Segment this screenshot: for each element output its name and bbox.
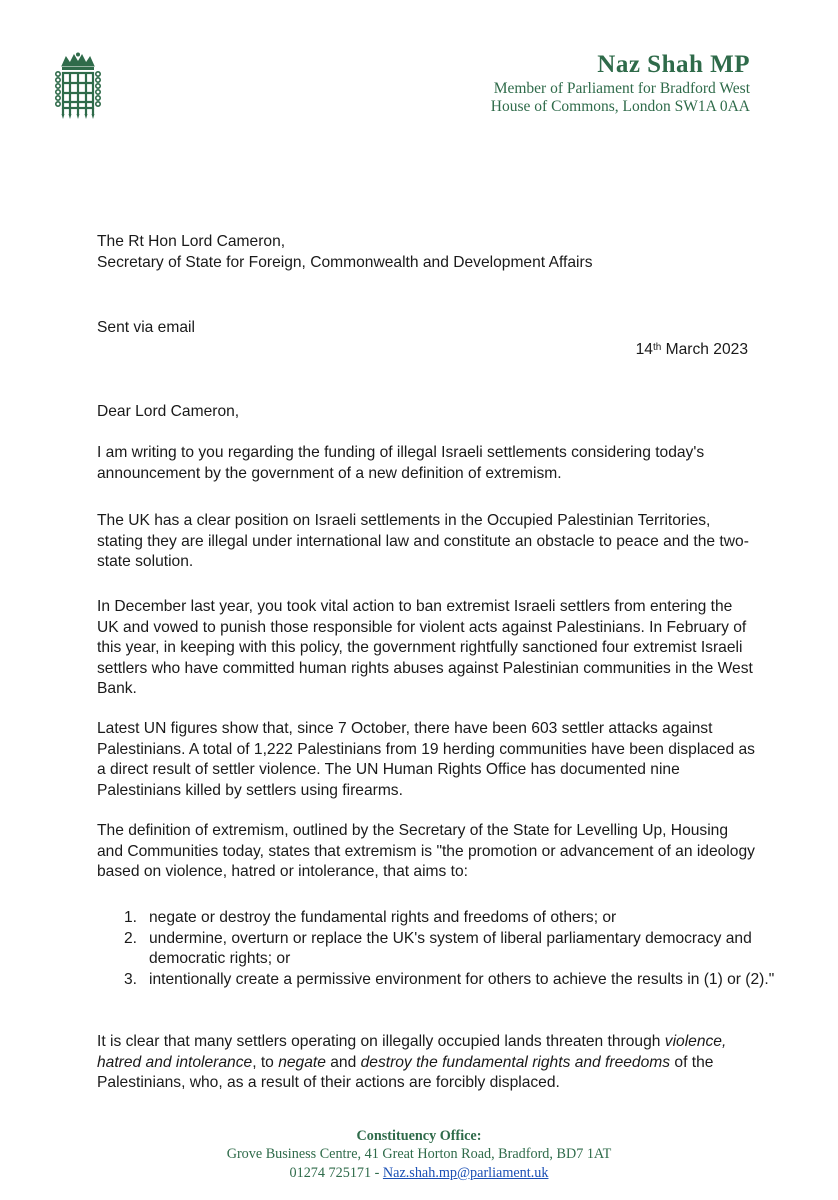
footer-email-link[interactable]: Naz.shah.mp@parliament.uk bbox=[382, 1164, 549, 1181]
footer-contact bbox=[0, 1164, 838, 1182]
footer-address: Grove Business Centre, 41 Great Horton Road, Bradford, BD7 1AT bbox=[226, 1146, 612, 1163]
closing-italic: destroy the fundamental rights and freedoms bbox=[360, 1053, 671, 1071]
list-text: undermine, overturn or replace the UK's system of liberal parliamentary democracy and democratic rights; or bbox=[149, 929, 752, 967]
paragraph-4: Latest UN figures show that, since 7 October, there have been 603 settler attacks against Palestinians. A total of 1,222 Palestinians from 19 herding communities have been displaced as a direct result of settler violence. The UN Human Rights Office has documented nine Palestinians killed by settlers using firearms. bbox=[97, 720, 755, 799]
closing-text: of the Palestinians, who, as a result of their actions are forcibly displaced. bbox=[97, 1053, 714, 1091]
closing-italic: negate bbox=[278, 1053, 326, 1071]
closing-text: It is clear that many settlers operating on illegally occupied lands threaten through bbox=[97, 1033, 665, 1050]
footer-title: Constituency Office: bbox=[356, 1128, 482, 1144]
paragraph-2: The UK has a clear position on Israeli settlements in the Occupied Palestinian Territories, stating they are illegal under international law and constitute an obstacle to peace and the two-state solution. bbox=[97, 512, 749, 570]
salutation: Dear Lord Cameron, bbox=[97, 403, 240, 420]
mp-name: Naz Shah MP bbox=[597, 51, 750, 78]
recipient-line-2: Secretary of State for Foreign, Commonwealth and Development Affairs bbox=[97, 253, 593, 271]
date-suffix: th bbox=[652, 342, 662, 353]
mp-role: Member of Parliament for Bradford West bbox=[493, 80, 750, 97]
closing-text: , to bbox=[252, 1053, 279, 1071]
letter-date bbox=[636, 340, 748, 361]
closing-paragraph bbox=[97, 1032, 757, 1094]
paragraph-5: The definition of extremism, outlined by the Secretary of the State for Levelling Up, Housing and Communities today, states that extremism is "the promotion or advancement of an ideology based on violence, hatred or intolerance, that aims to: bbox=[97, 822, 755, 880]
recipient-line-1: The Rt Hon Lord Cameron, bbox=[97, 233, 286, 250]
definition-list bbox=[97, 908, 777, 990]
list-text: negate or destroy the fundamental rights and freedoms of others; or bbox=[149, 909, 617, 926]
date-day: 14 bbox=[635, 341, 653, 358]
list-number: 3. bbox=[124, 970, 138, 988]
footer bbox=[0, 1127, 838, 1182]
date-rest: March 2023 bbox=[665, 341, 748, 358]
list-text: intentionally create a permissive environment for others to achieve the results in (1) or (2)." bbox=[149, 970, 775, 988]
closing-italic: violence, hatred and intolerance bbox=[97, 1033, 727, 1071]
list-item bbox=[97, 929, 777, 970]
portcullis-logo bbox=[54, 52, 102, 122]
paragraph-3: In December last year, you took vital action to ban extremist Israeli settlers from entering the UK and vowed to punish those responsible for violent acts against Palestinians. In February of this year, in keeping with this policy, the government rightfully sanctioned four extremist Israeli settlers who have committed human rights abuses against Palestinian communities in the West Bank. bbox=[97, 598, 753, 697]
letterhead bbox=[491, 50, 750, 116]
list-item bbox=[97, 970, 777, 991]
recipient-block bbox=[97, 232, 757, 273]
list-number: 1. bbox=[124, 909, 138, 926]
sent-via: Sent via email bbox=[97, 319, 195, 336]
paragraph-1: I am writing to you regarding the funding of illegal Israeli settlements considering today's announcement by the government of a new definition of extremism. bbox=[97, 444, 705, 482]
mp-address: House of Commons, London SW1A 0AA bbox=[490, 98, 750, 115]
closing-text: and bbox=[325, 1053, 361, 1071]
list-number: 2. bbox=[124, 929, 138, 947]
list-item bbox=[97, 908, 777, 929]
footer-phone: 01274 725171 - bbox=[289, 1164, 383, 1181]
